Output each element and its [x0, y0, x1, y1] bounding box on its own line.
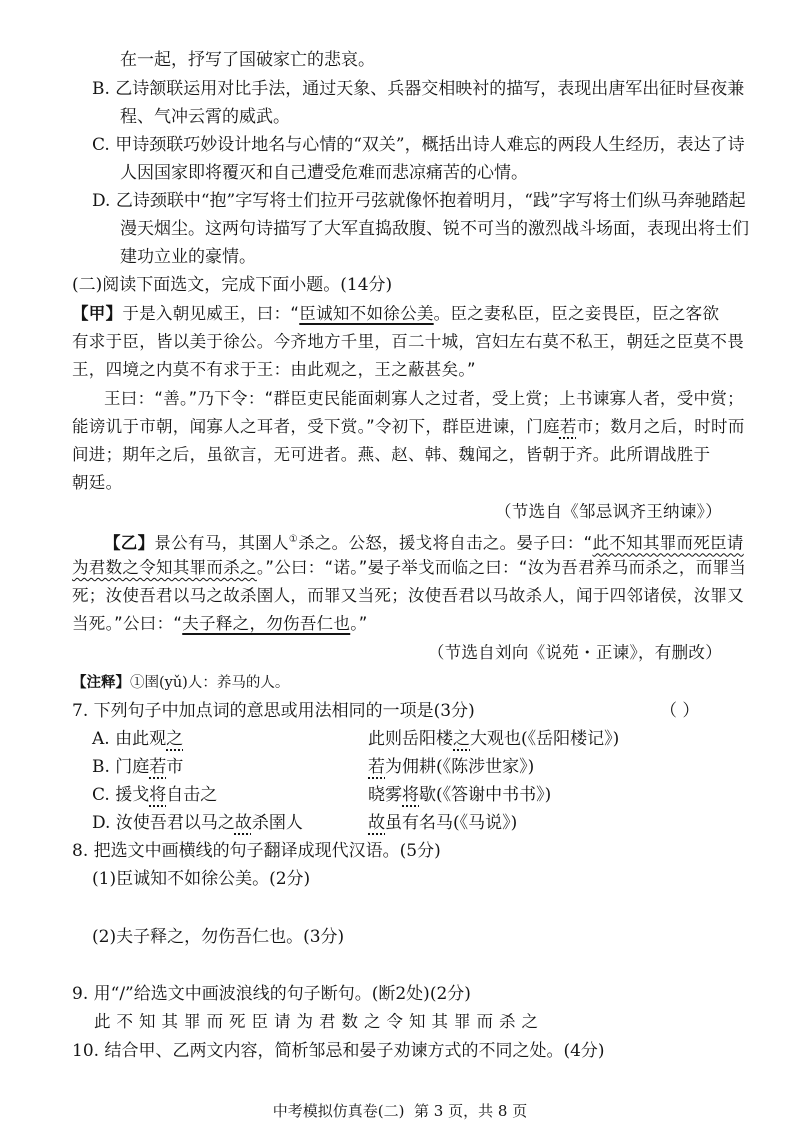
- jia-line2: 有求于臣，皆以美于徐公。今齐地方千里，百二十城，宫妇左右莫不私王，朝廷之臣莫不畏: [72, 332, 744, 351]
- annotation: 【注释】①圉(yǔ)人：养马的人。: [72, 674, 290, 691]
- q7-option-d-right: 故虽有名马(《马说》): [368, 813, 518, 833]
- q7-option-d-left: D. 汝使吾君以马之故杀圉人: [92, 813, 303, 833]
- yi-wavy-part1: 此不知其罪而死臣请: [592, 533, 744, 553]
- jia-underlined-sentence: 臣诚知不如徐公美: [299, 304, 434, 323]
- jia-line4: 王曰：“善。”乃下令：“群臣吏民能面刺寡人之过者，受上赏；上书谏寡人者，受中赏；: [104, 389, 744, 408]
- q7-answer-blank[interactable]: （ ）: [660, 701, 700, 721]
- annotation-label: 【注释】: [72, 674, 130, 691]
- option-c-line2: 人因国家即将覆灭和自己遭受危难而悲凉痛苦的心情。: [120, 163, 528, 183]
- option-a-tail: 在一起，抒写了国破家亡的悲哀。: [120, 50, 375, 70]
- yi-line4: 当死。”公曰：“夫子释之，勿伤吾仁也。”: [72, 614, 368, 633]
- q7-option-b-right: 若为佣耕(《陈涉世家》): [368, 757, 535, 777]
- q7-stem: 7. 下列句子中加点词的意思或用法相同的一项是(3分): [72, 701, 475, 721]
- option-b-line1: B. 乙诗颔联运用对比手法，通过天象、兵器交相映衬的描写，表现出唐军出征时昼夜兼: [92, 79, 745, 99]
- page-footer: 中考模拟仿真卷(二) 第 3 页，共 8 页: [272, 1102, 528, 1120]
- footnote-marker: ①: [288, 534, 299, 545]
- yi-line1: 【乙】景公有马，其圉人①杀之。公怒，援戈将自击之。晏子曰：“此不知其罪而死臣请: [104, 533, 744, 553]
- q7-option-c-left: C. 援戈将自击之: [92, 785, 218, 805]
- q7-option-a-left: A. 由此观之: [92, 729, 184, 749]
- q8-stem: 8. 把选文中画横线的句子翻译成现代汉语。(5分): [72, 841, 441, 861]
- yi-wavy-part2: 为君数之令知其罪而杀之: [72, 558, 257, 577]
- q9-stem: 9. 用“/”给选文中画波浪线的句子断句。(断2处)(2分): [72, 984, 471, 1004]
- option-d-line1: D. 乙诗颈联中“抱”字写将士们拉开弓弦就像怀抱着明月，“践”字写将士们纵马奔驰踏起: [92, 191, 746, 211]
- jia-line1: 【甲】于是入朝见威王，曰：“臣诚知不如徐公美。臣之妻私臣，臣之妾畏臣，臣之客欲: [72, 304, 720, 323]
- q10-stem: 10. 结合甲、乙两文内容，简析邹忌和晏子劝谏方式的不同之处。(4分): [72, 1041, 605, 1061]
- yi-underlined-sentence: 夫子释之，勿伤吾仁也: [182, 614, 351, 633]
- q7-option-c-right: 晓雾将歇(《答谢中书书》): [368, 785, 552, 805]
- option-d-line2: 漫天烟尘。这两句诗描写了大军直捣敌腹、锐不可当的激烈战斗场面，表现出将士们: [120, 219, 749, 239]
- yi-label: 【乙】: [104, 533, 155, 553]
- yi-source: （节选自刘向《说苑・正谏》，有删改）: [427, 643, 722, 662]
- q7-option-b-left: B. 门庭若市: [92, 757, 184, 777]
- q9-sentence: 此不知其罪而死臣请为君数之令知其罪而杀之: [94, 1012, 544, 1031]
- yi-line3: 死；汝使吾君以马之故杀圉人，而罪又当死；汝使吾君以马故杀人，闻于四邻诸侯，汝罪又: [72, 586, 744, 605]
- jia-label: 【甲】: [72, 304, 123, 323]
- option-d-line3: 建功立业的豪情。: [120, 247, 256, 267]
- option-b-line2: 程、气冲云霄的威武。: [120, 107, 290, 127]
- q8-sub1: (1)臣诚知不如徐公美。(2分): [92, 869, 311, 889]
- q7-option-a-right: 此则岳阳楼之大观也(《岳阳楼记》): [368, 729, 620, 749]
- jia-line6: 间进；期年之后，虽欲言，无可进者。燕、赵、韩、魏闻之，皆朝于齐。此所谓战胜于: [72, 445, 711, 464]
- jia-line5: 能谤讥于市朝，闻寡人之耳者，受下赏。”令初下，群臣进谏，门庭若市；数月之后，时时而: [72, 417, 745, 436]
- jia-source: （节选自《邹忌讽齐王纳谏》）: [495, 502, 722, 521]
- section2-title: (二)阅读下面选文，完成下面小题。(14分): [72, 275, 393, 295]
- yi-line2: 为君数之令知其罪而杀之。”公曰：“诺。”晏子举戈而临之曰：“汝为吾君养马而杀之，而罪当: [72, 558, 747, 577]
- jia-line3: 王，四境之内莫不有求于王：由此观之，王之蔽甚矣。”: [72, 360, 476, 379]
- option-c-line1: C. 甲诗颈联巧妙设计地名与心情的“双关”，概括出诗人难忘的两段人生经历，表达了诗: [92, 135, 745, 155]
- dotted-word-ruo: 若: [559, 417, 577, 436]
- jia-line7: 朝廷。: [72, 473, 123, 492]
- q8-sub2: (2)夫子释之，勿伤吾仁也。(3分): [92, 927, 345, 947]
